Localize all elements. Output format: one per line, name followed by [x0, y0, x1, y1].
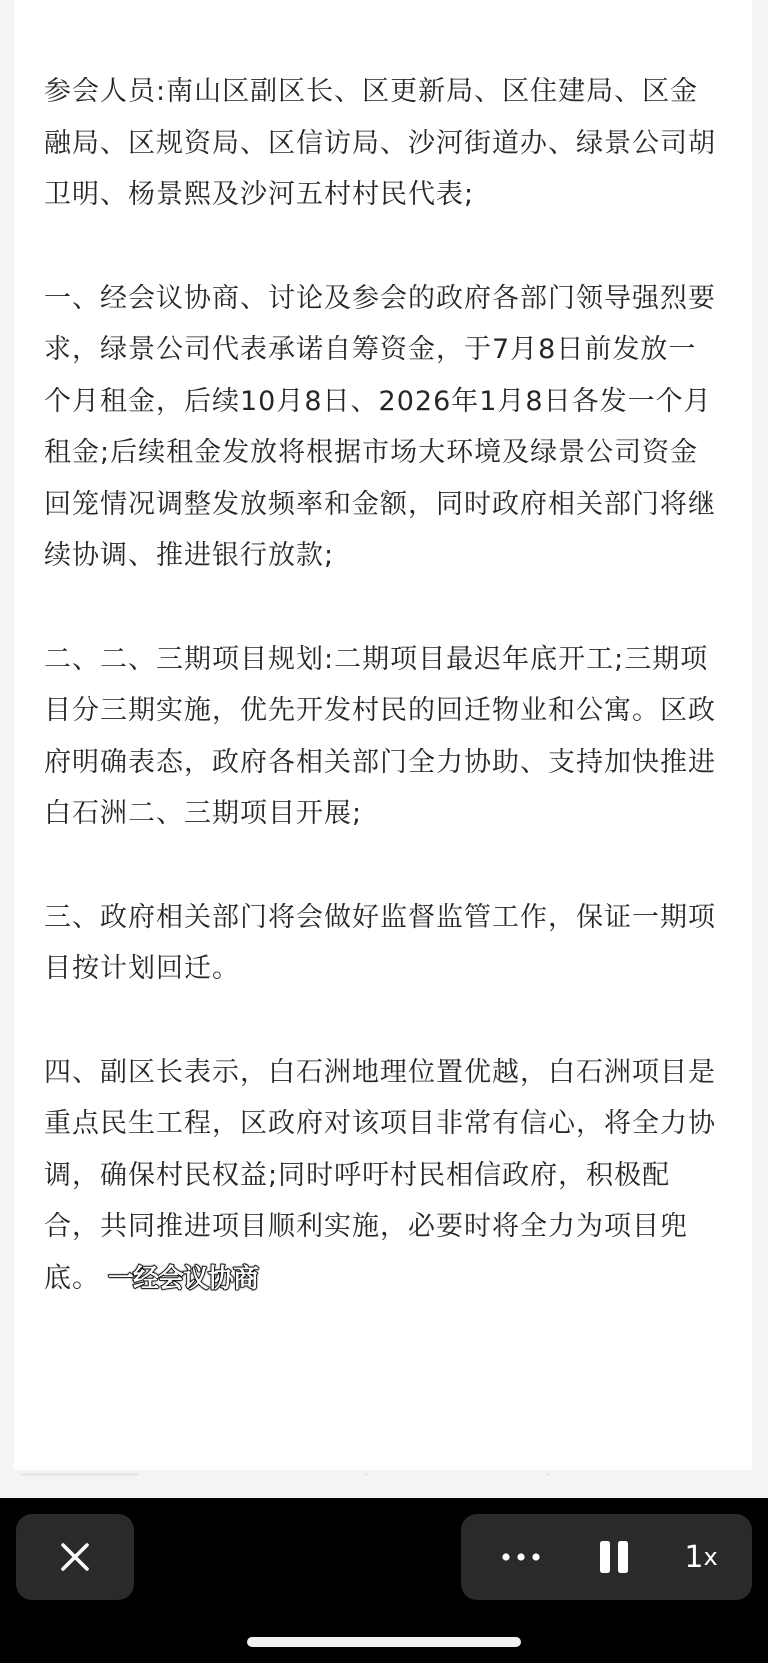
progress-played-segment — [20, 1473, 139, 1476]
pause-button[interactable] — [574, 1514, 654, 1600]
paragraph-item-3: 三、政府相关部门将会做好监督监管工作，保证一期项目按计划回迁。 — [44, 901, 716, 984]
paragraph-attendees: 参会人员:南山区副区长、区更新局、区住建局、区金融局、区规资局、区信访局、沙河街道办、绿景公司胡卫明、杨景熙及沙河五村村民代表; — [44, 76, 716, 210]
close-button[interactable] — [16, 1514, 134, 1600]
playback-speed-suffix: x — [703, 1543, 718, 1571]
more-button[interactable] — [481, 1514, 561, 1600]
paragraph-item-4 — [44, 1047, 724, 1306]
playback-speed-value: 1 — [684, 1539, 704, 1575]
paragraph-item-1: 一、经会议协商、讨论及参会的政府各部门领导强烈要求，绿景公司代表承诺自筹资金，于7月8日前发放一个月租金，后续10月8日、2026年1月8日各发一个月租金;后续租金发放将根据市场大环境及绿景公司资金回笼情况调整发放频率和金额，同时政府相关部门将继续协调、推进银行放款; — [44, 282, 716, 571]
close-icon — [60, 1542, 90, 1572]
progress-marker — [364, 1473, 368, 1476]
pause-icon — [599, 1540, 629, 1574]
document-text — [44, 66, 724, 1357]
playback-speed-button[interactable] — [661, 1514, 741, 1600]
video-progress-track[interactable] — [20, 1473, 748, 1476]
paragraph-item-4-text: 四、副区长表示，白石洲地理位置优越，白石洲项目是重点民生工程，区政府对该项目非常有信心，将全力协调，确保村民权益;同时呼吁村民相信政府，积极配合，共同推进项目顺利实施，必要时将全力为项目兜底。 — [44, 1056, 716, 1294]
subtitle-caption: 一经会议协商 — [108, 1263, 259, 1294]
progress-marker — [546, 1473, 550, 1476]
player-control-bar — [0, 1498, 768, 1663]
home-indicator[interactable] — [247, 1637, 521, 1647]
playback-controls — [461, 1514, 752, 1600]
paragraph-item-2: 二、二、三期项目规划:二期项目最迟年底开工;三期项目分三期实施，优先开发村民的回迁物业和公寓。区政府明确表态，政府各相关部门全力协助、支持加快推进白石洲二、三期项目开展; — [44, 643, 716, 829]
more-dots-icon — [501, 1552, 541, 1562]
